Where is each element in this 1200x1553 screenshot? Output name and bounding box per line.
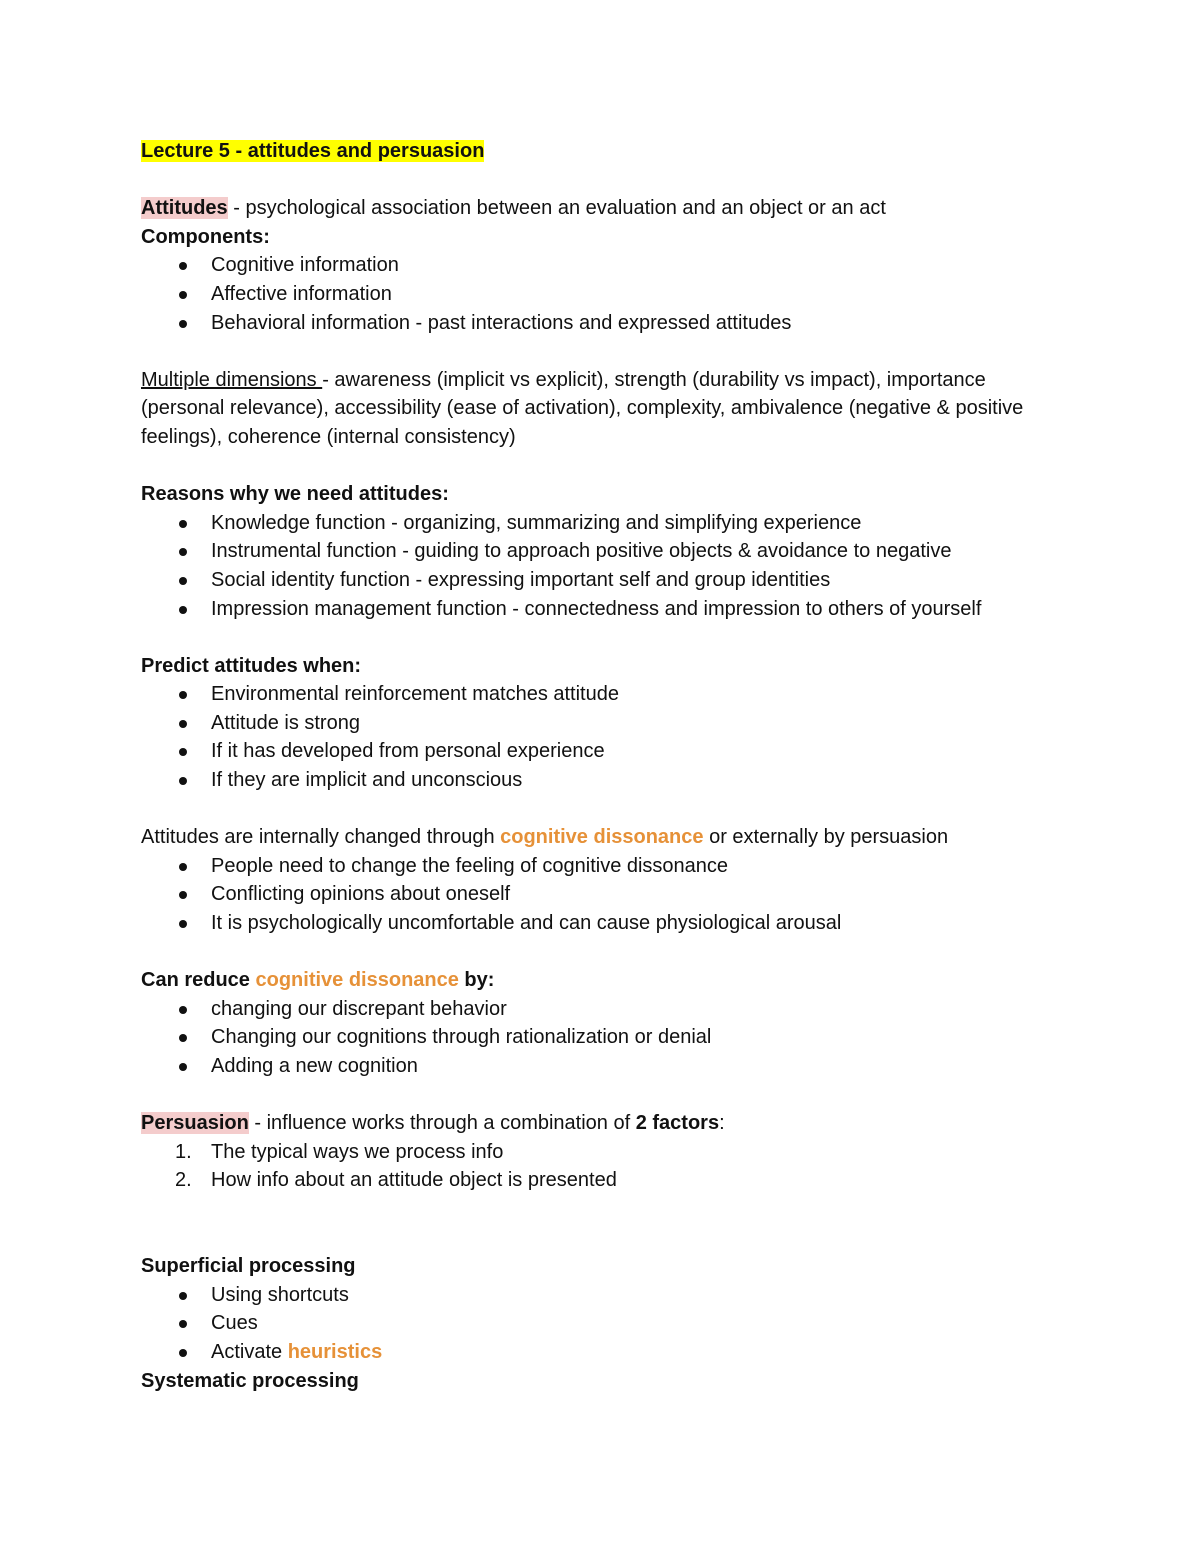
predict-list — [141, 680, 1071, 794]
reasons-heading: Reasons why we need attitudes: — [141, 483, 449, 506]
list-number: 2. — [175, 1169, 192, 1192]
list-item: Impression management function - connectedness and impression to others of yourself — [141, 595, 1071, 624]
list-item: Behavioral information - past interactions and expressed attitudes — [141, 309, 1071, 338]
list-text: How info about an attitude object is presented — [211, 1169, 617, 1192]
list-item — [141, 1166, 1071, 1195]
persuasion-list — [141, 1138, 1071, 1195]
reasons-list — [141, 509, 1071, 623]
list-item: Conflicting opinions about oneself — [141, 880, 1071, 909]
dimensions-term: Multiple dimensions — [141, 368, 323, 391]
list-item: Social identity function - expressing important self and group identities — [141, 566, 1071, 595]
attitudes-definition-text: - psychological association between an evaluation and an object or an act — [227, 197, 886, 220]
list-item: It is psychologically uncomfortable and can cause physiological arousal — [141, 909, 1071, 938]
components-list — [141, 251, 1071, 337]
change-list — [141, 852, 1071, 938]
reduce-post: by: — [458, 969, 495, 992]
list-item: Adding a new cognition — [141, 1052, 1071, 1081]
attitudes-term: Attitudes — [141, 197, 228, 220]
heuristics-term: heuristics — [287, 1340, 383, 1363]
attitudes-definition — [141, 194, 1071, 223]
page-title — [141, 137, 1071, 166]
reduce-list — [141, 995, 1071, 1081]
superficial-list — [141, 1281, 1071, 1367]
list-item: Environmental reinforcement matches attitude — [141, 680, 1071, 709]
list-text: The typical ways we process info — [211, 1140, 504, 1163]
list-item — [141, 1138, 1071, 1167]
list-item: Instrumental function - guiding to approach positive objects & avoidance to negative — [141, 537, 1071, 566]
persuasion-text: - influence works through a combination of — [248, 1112, 636, 1135]
predict-heading: Predict attitudes when: — [141, 654, 362, 677]
list-item: People need to change the feeling of cognitive dissonance — [141, 852, 1071, 881]
list-item: If it has developed from personal experience — [141, 737, 1071, 766]
list-item: changing our discrepant behavior — [141, 995, 1071, 1024]
title-text: Lecture 5 - attitudes and persuasion — [141, 140, 485, 162]
list-item — [141, 1338, 1071, 1367]
change-post: or externally by persuasion — [703, 826, 949, 849]
systematic-heading: Systematic processing — [141, 1369, 359, 1392]
superficial-heading: Superficial processing — [141, 1255, 356, 1278]
list-item: Changing our cognitions through rationalization or denial — [141, 1023, 1071, 1052]
list-item: Affective information — [141, 280, 1071, 309]
change-pre: Attitudes are internally changed through — [141, 826, 501, 849]
list-item: If they are implicit and unconscious — [141, 766, 1071, 795]
list-item: Cues — [141, 1309, 1071, 1338]
document-body — [141, 137, 1071, 1395]
reduce-heading — [141, 966, 1071, 995]
persuasion-paragraph — [141, 1109, 1071, 1138]
dimensions-text: - awareness (implicit vs explicit), strength (durability vs impact), importance (personal relevance), accessibility (ease of activation), complexity, ambivalence (negative & positive feelings), coherence (internal consistency) — [141, 368, 1024, 448]
persuasion-end: : — [719, 1112, 725, 1135]
change-paragraph — [141, 823, 1071, 852]
cognitive-dissonance-term: cognitive dissonance — [255, 969, 459, 992]
list-item: Using shortcuts — [141, 1281, 1071, 1310]
persuasion-bold: 2 factors — [635, 1112, 720, 1135]
dimensions-paragraph — [141, 366, 1071, 452]
persuasion-term: Persuasion — [141, 1112, 249, 1135]
cognitive-dissonance-term: cognitive dissonance — [500, 826, 704, 849]
activate-pre: Activate — [211, 1340, 288, 1363]
components-heading: Components: — [141, 225, 270, 248]
list-number: 1. — [175, 1140, 192, 1163]
list-item: Knowledge function - organizing, summarizing and simplifying experience — [141, 509, 1071, 538]
list-item: Attitude is strong — [141, 709, 1071, 738]
list-item: Cognitive information — [141, 251, 1071, 280]
reduce-pre: Can reduce — [141, 969, 256, 992]
